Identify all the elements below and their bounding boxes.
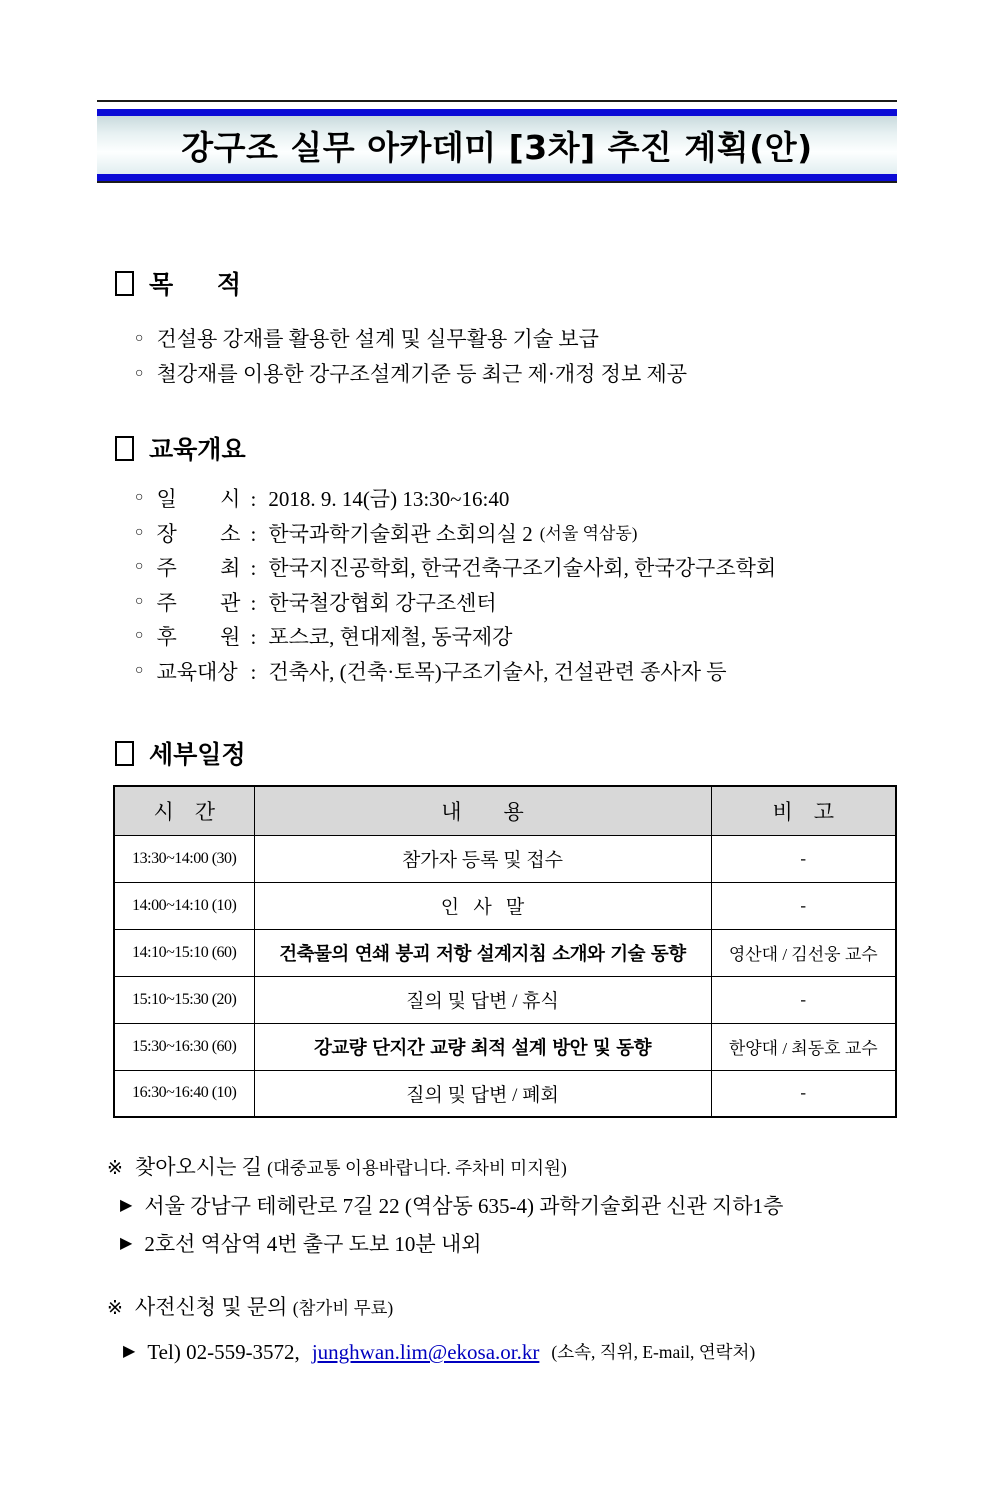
time-cell: 14:10~15:10 (60) [114, 929, 254, 976]
overview-item-value: 한국철강협회 강구조센터 [268, 590, 497, 615]
remark-cell: - [711, 1070, 896, 1117]
circle-bullet-icon: ○ [135, 490, 144, 505]
content-cell: 강교량 단지간 교량 최적 설계 방안 및 동향 [254, 1023, 711, 1070]
col-header-time: 시 간 [114, 786, 254, 835]
banner-bottom-rule [97, 181, 897, 183]
overview-item-label: 일 시 [156, 487, 241, 511]
schedule-section [115, 735, 912, 1118]
purpose-list [115, 322, 912, 392]
banner-top-rule [97, 100, 897, 102]
schedule-header-row [114, 786, 896, 835]
document-page [0, 100, 992, 1371]
time-cell: 13:30~14:00 (30) [114, 835, 254, 882]
content-cell: 참가자 등록 및 접수 [254, 835, 711, 882]
colon-separator: : [250, 590, 257, 615]
directions-item-text: 2호선 역삼역 4번 출구 도보 10분 내외 [144, 1232, 482, 1256]
overview-header [115, 430, 912, 466]
overview-list [115, 482, 912, 689]
overview-item-value: 2018. 9. 14(금) 13:30~16:40 [268, 487, 510, 511]
schedule-heading: 세부일정 [149, 740, 246, 769]
table-row [114, 1023, 896, 1070]
overview-item-label: 주 최 [156, 556, 241, 580]
purpose-item-text: 건설용 강재를 활용한 설계 및 실무활용 기술 보급 [156, 327, 599, 351]
registration-heading: 사전신청 및 문의 [134, 1295, 288, 1319]
overview-item-label: 장 소 [156, 521, 241, 546]
circle-bullet-icon: ○ [135, 559, 144, 574]
reference-mark-icon: ※ [107, 1298, 123, 1319]
time-cell: 15:10~15:30 (20) [114, 976, 254, 1023]
square-bullet-icon [115, 271, 134, 296]
purpose-header [115, 265, 912, 301]
schedule-table-head [114, 786, 896, 835]
square-bullet-icon [115, 436, 134, 461]
overview-item-label: 후 원 [156, 625, 241, 649]
remark-cell: - [711, 882, 896, 929]
colon-separator: : [250, 625, 257, 649]
table-row [114, 929, 896, 976]
email-link[interactable]: junghwan.lim@ekosa.or.kr [311, 1340, 540, 1364]
directions-heading-line [107, 1149, 932, 1187]
overview-item-sponsors [135, 620, 912, 655]
colon-separator: : [250, 487, 257, 511]
overview-item-value: 포스코, 현대제철, 동국제강 [268, 625, 513, 649]
overview-item-value: 한국과학기술회관 소회의실 2 [268, 521, 533, 546]
circle-bullet-icon: ○ [135, 366, 144, 381]
remark-cell: - [711, 976, 896, 1023]
directions-item-subway [120, 1225, 932, 1263]
overview-item-datetime [135, 482, 912, 517]
colon-separator: : [250, 521, 257, 546]
circle-bullet-icon: ○ [135, 593, 144, 609]
banner-body [97, 109, 897, 181]
arrow-bullet-icon: ▶ [120, 1235, 133, 1252]
page-title: 강구조 실무 아카데미 [3차] 추진 계획(안) [181, 127, 813, 167]
overview-item-label: 교육대상 [156, 659, 238, 684]
circle-bullet-icon: ○ [135, 628, 144, 643]
circle-bullet-icon: ○ [135, 331, 144, 346]
table-row [114, 882, 896, 929]
overview-heading: 교육개요 [149, 435, 246, 464]
remark-cell: - [711, 835, 896, 882]
remark-cell: 영산대 / 김선웅 교수 [711, 929, 896, 976]
directions-heading: 찾아오시는 길 [134, 1155, 262, 1179]
schedule-header [115, 735, 912, 771]
overview-item-value: 한국지진공학회, 한국건축구조기술사회, 한국강구조학회 [268, 556, 777, 580]
directions-section [107, 1149, 932, 1263]
time-cell: 15:30~16:30 (60) [114, 1023, 254, 1070]
colon-separator: : [250, 556, 257, 580]
registration-contact-line [123, 1333, 932, 1371]
directions-item-text: 서울 강남구 테헤란로 7길 22 (역삼동 635-4) 과학기술회관 신관 지하1층 [144, 1194, 784, 1218]
time-cell: 16:30~16:40 (10) [114, 1070, 254, 1117]
table-row [114, 1070, 896, 1117]
overview-section [115, 430, 912, 689]
table-row [114, 976, 896, 1023]
arrow-bullet-icon: ▶ [123, 1343, 136, 1360]
content-cell: 질의 및 답변 / 폐회 [254, 1070, 711, 1117]
overview-item-value: 건축사, (건축·토목)구조기술사, 건설관련 종사자 등 [268, 659, 727, 684]
overview-item-hosts [135, 551, 912, 586]
purpose-item [135, 322, 912, 357]
contact-fields-note: (소속, 직위, E-mail, 연락처) [551, 1342, 756, 1362]
overview-item-audience [135, 655, 912, 690]
schedule-table [113, 785, 897, 1118]
overview-item-note: (서울 역삼동) [539, 523, 638, 543]
time-cell: 14:00~14:10 (10) [114, 882, 254, 929]
purpose-section [115, 265, 912, 392]
circle-bullet-icon: ○ [135, 524, 144, 540]
purpose-item-text: 철강재를 이용한 강구조설계기준 등 최근 제·개정 정보 제공 [156, 362, 688, 386]
content-cell: 인 사 말 [254, 882, 711, 929]
overview-item-organizer [135, 586, 912, 621]
registration-heading-line [107, 1289, 932, 1327]
purpose-heading: 목 적 [149, 270, 241, 299]
square-bullet-icon [115, 741, 134, 766]
col-header-remark: 비 고 [711, 786, 896, 835]
purpose-item [135, 357, 912, 392]
title-banner [97, 100, 897, 183]
schedule-table-body [114, 835, 896, 1117]
directions-item-address [120, 1187, 932, 1225]
content-cell: 건축물의 연쇄 붕괴 저항 설계지침 소개와 기술 동향 [254, 929, 711, 976]
arrow-bullet-icon: ▶ [120, 1197, 133, 1214]
colon-separator: : [250, 659, 257, 684]
remark-cell: 한양대 / 최동호 교수 [711, 1023, 896, 1070]
telephone-number: Tel) 02-559-3572, [147, 1340, 300, 1364]
directions-note: (대중교통 이용바랍니다. 주차비 미지원) [267, 1158, 567, 1178]
content-cell: 질의 및 답변 / 휴식 [254, 976, 711, 1023]
table-row [114, 835, 896, 882]
circle-bullet-icon: ○ [135, 662, 144, 678]
col-header-content: 내 용 [254, 786, 711, 835]
overview-item-label: 주 관 [156, 590, 241, 615]
registration-section [107, 1289, 932, 1371]
reference-mark-icon: ※ [107, 1158, 123, 1179]
overview-item-venue [135, 517, 912, 552]
registration-note: (참가비 무료) [292, 1298, 394, 1318]
